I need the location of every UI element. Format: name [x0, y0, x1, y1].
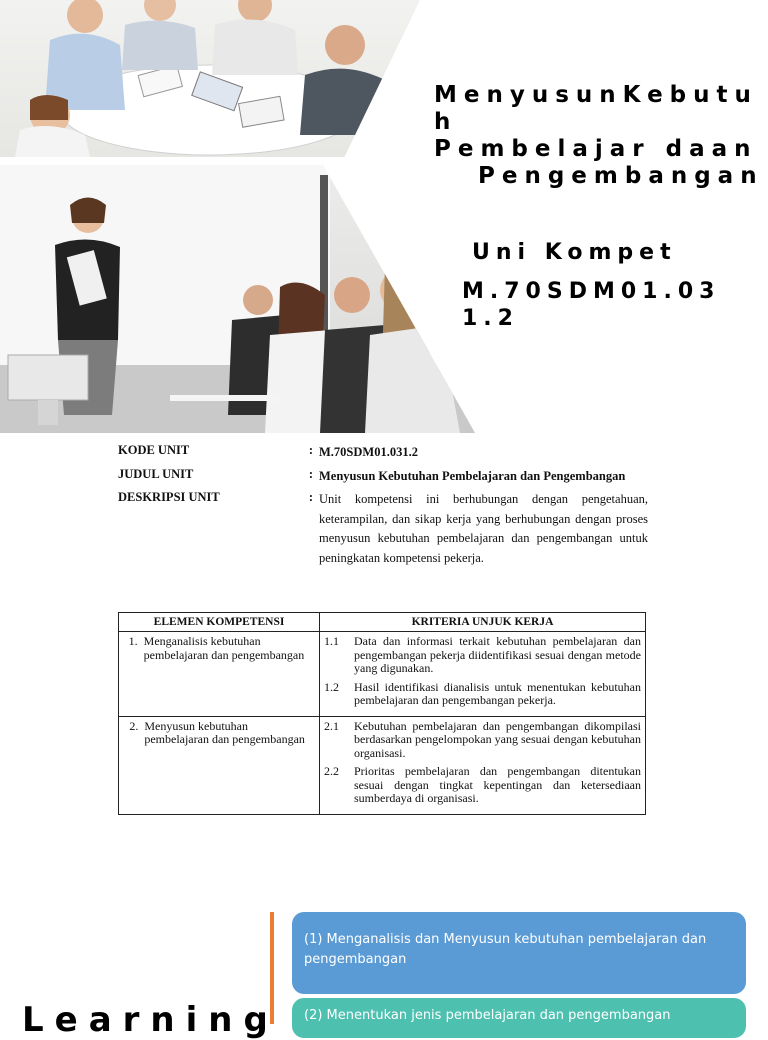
criteria-number: 1.1 [324, 634, 339, 648]
column-header-kriteria: KRITERIA UNJUK KERJA [320, 613, 646, 632]
criteria-number: 2.2 [324, 764, 339, 778]
title-line-1: MenyusunKebutuh [434, 82, 758, 135]
learning-item-1[interactable]: (1) Menganalisis dan Menyusun kebutuhan pembelajaran dan pengembangan [292, 912, 746, 994]
meeting-photo [0, 0, 420, 157]
criteria-text: Hasil identifikasi dianalisis untuk menentukan kebutuhan pembelajaran dan pengembangan pekerja. [354, 679, 641, 707]
presentation-photo [0, 165, 475, 433]
judul-row [118, 467, 648, 487]
colon: : [308, 466, 313, 481]
judul-value: Menyusun Kebutuhan Pembelajaran dan Pengembangan [319, 468, 626, 483]
title-line-2: Pembelajar daan [434, 136, 758, 162]
kode-value: M.70SDM01.031.2 [319, 445, 418, 459]
unit-code-heading: M.70SDM01.031.2 [462, 279, 721, 331]
elemen-number: 2. [129, 718, 139, 733]
column-header-elemen: ELEMEN KOMPETENSI [119, 613, 320, 632]
unit-meta [118, 443, 648, 572]
criteria-item [324, 765, 641, 806]
kode-label: KODE UNIT [118, 443, 190, 457]
table-row [119, 716, 646, 814]
judul-label: JUDUL UNIT [118, 466, 194, 481]
unit-competency-label [472, 240, 732, 266]
criteria-text: Kebutuhan pembelajaran dan pengembangan dikompilasi berdasarkan pengelompokan yang sesuai dengan kebutuhan organisasi. [354, 718, 641, 760]
criteria-item [324, 720, 641, 761]
criteria-item [324, 635, 641, 676]
colon: : [308, 443, 313, 457]
unit-title [434, 82, 764, 190]
colon: : [308, 490, 313, 504]
deskripsi-label: DESKRIPSI UNIT [118, 490, 220, 504]
criteria-text: Data dan informasi terkait kebutuhan pembelajaran dan pengembangan pekerja diidentifikasi sesuai dengan metode yang digunakan. [354, 634, 641, 675]
criteria-text: Prioritas pembelajaran dan pengembangan ditentukan sesuai dengan tingkat kepentingan dan ketersediaan sumberdaya di organisasi. [354, 764, 641, 805]
unit-label: Uni Kompet [472, 240, 677, 265]
deskripsi-row [118, 490, 648, 568]
competency-table [118, 612, 646, 815]
kode-row [118, 443, 648, 463]
deskripsi-value: Unit kompetensi ini berhubungan dengan pengetahuan, keterampilan, dan sikap kerja yang berhubungan dengan proses menyusun kebutuhan pembelajaran dan pengembangan untuk peningkatan kompetensi pekerja. [319, 492, 648, 565]
title-line-3: Pengembangan [478, 163, 764, 189]
criteria-number: 1.2 [324, 679, 339, 694]
elemen-number: 1. [128, 634, 138, 648]
learning-item-2[interactable]: (2) Menentukan jenis pembelajaran dan pengembangan [292, 998, 746, 1038]
elemen-text: Menyusun kebutuhan pembelajaran dan pengembangan [144, 718, 305, 746]
elemen-text: Menganalisis kebutuhan pembelajaran dan pengembangan [143, 634, 305, 662]
table-row [119, 632, 646, 717]
criteria-item [324, 681, 641, 708]
criteria-number: 2.1 [324, 718, 339, 733]
learning-heading: Learning [22, 1000, 279, 1040]
